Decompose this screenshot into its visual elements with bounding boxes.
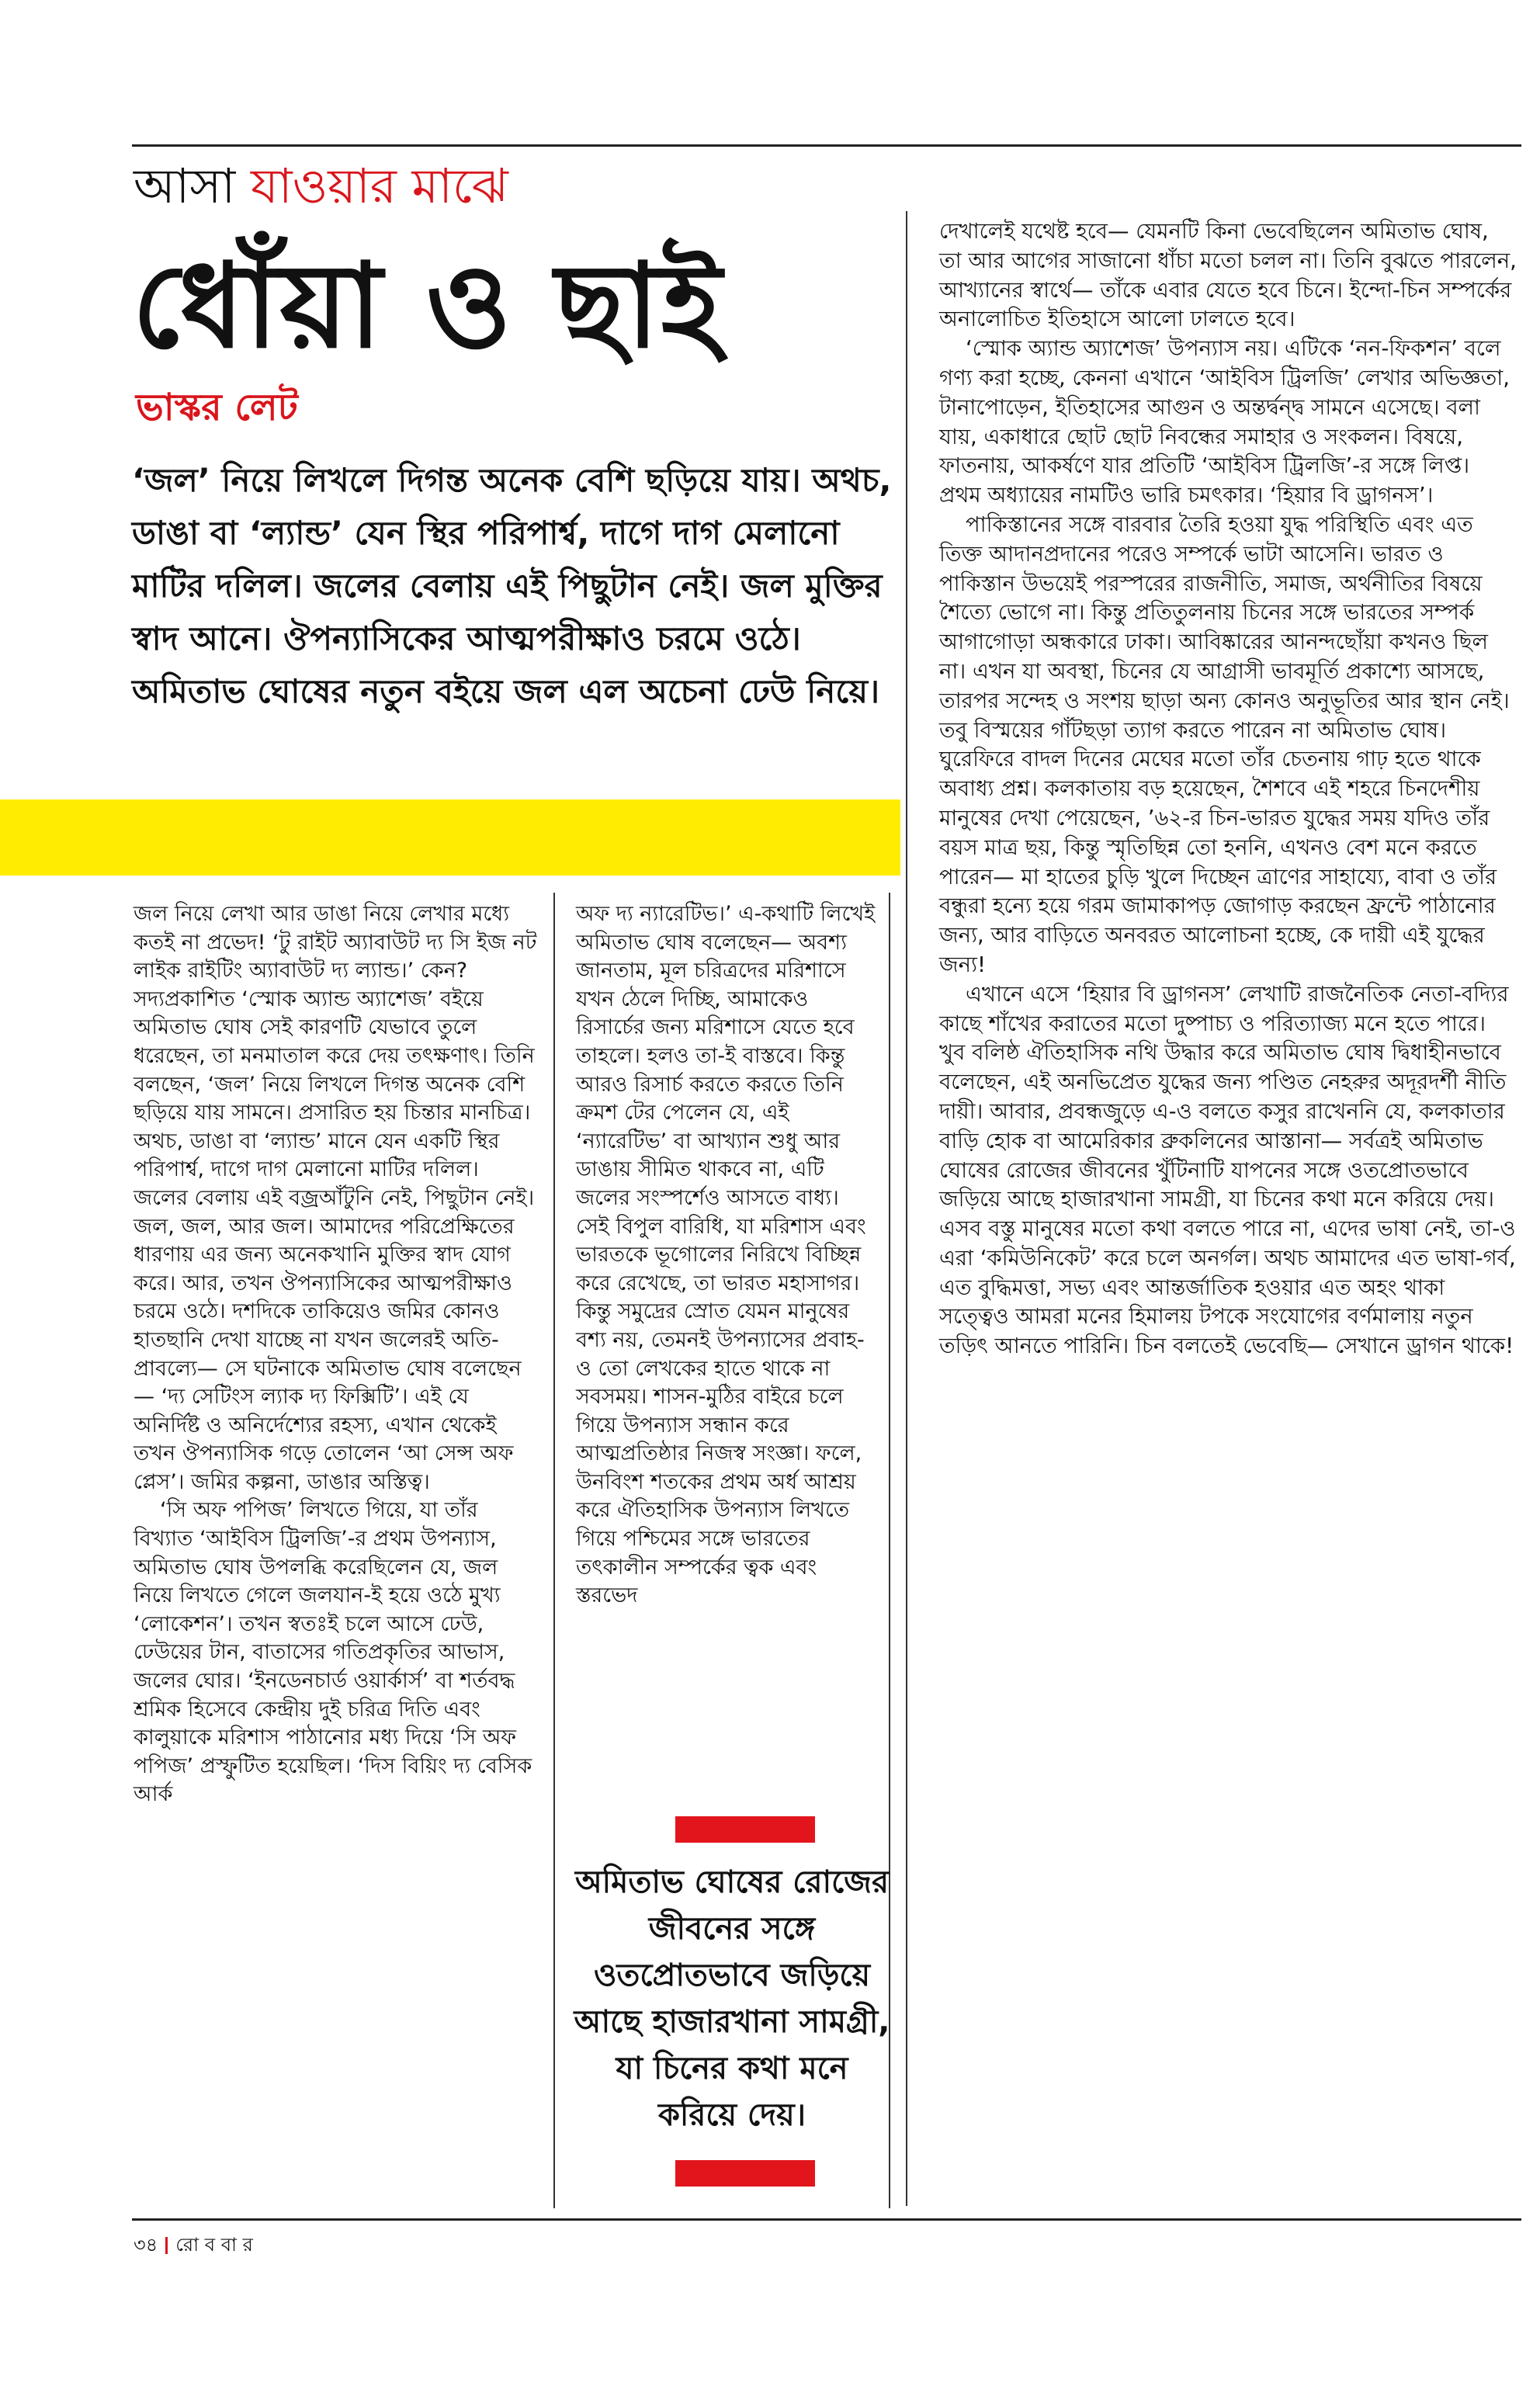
yellow-highlight-band	[0, 799, 900, 876]
series-title-part1: আসা	[134, 158, 251, 214]
pull-quote-bar-bottom	[675, 2160, 815, 2187]
page-number: ৩৪	[134, 2234, 158, 2256]
lead-paragraph: ‘জল’ নিয়ে লিখলে দিগন্ত অনেক বেশি ছড়িয়ে যায়। অথচ, ডাঙা বা ‘ল্যান্ড’ যেন স্থির পরিপার্শ্ব, দাগে দাগ মেলানো মাটির দলিল। জলের বেলায় এই পিছুটান নেই। জল মুক্তির স্বাদ আনে। ঔপন্যাসিকের আত্মপরীক্ষাও চরমে ওঠে। অমিতাভ ঘোষের নতুন বইয়ে জল এল অচেনা ঢেউ নিয়ে।	[132, 461, 892, 710]
body-paragraph: জল নিয়ে লেখা আর ডাঙা নিয়ে লেখার মধ্যে কতই না প্রভেদ! ‘টু রাইট অ্যাবাউট দ্য সি ইজ নট লাইক রাইটিং অ্যাবাউট দ্য ল্যান্ড।’ কেন? সদ্যপ্রকাশিত ‘স্মোক অ্যান্ড অ্যাশেজ’ বইয়ে অমিতাভ ঘোষ সেই কারণটি যেভাবে তুলে ধরেছেন, তা মনমাতাল করে দেয় তৎক্ষণাৎ। তিনি বলছেন, ‘জল’ নিয়ে লিখলে দিগন্ত অনেক বেশি ছড়িয়ে যায় সামনে। প্রসারিত হয় চিন্তার মানচিত্র। অথচ, ডাঙা বা ‘ল্যান্ড’ মানে যেন একটি স্থির পরিপার্শ্ব, দাগে দাগ মেলানো মাটির দলিল। জলের বেলায় এই বজ্রআঁটুনি নেই, পিছুটান নেই। জল, জল, আর জল। আমাদের পরিপ্রেক্ষিতের ধারণায় এর জন্য অনেকখানি মুক্তির স্বাদ যোগ করে। আর, তখন ঔপন্যাসিকের আত্মপরীক্ষাও চরমে ওঠে। দশদিকে তাকিয়েও জমির কোনও হাতছানি দেখা যাচ্ছে না যখন জলেরই অতি-প্রাবল্যে— সে ঘটনাকে অমিতাভ ঘোষ বলেছেন— ‘দ্য সেটিংস ল্যাক দ্য ফিক্সিটি’। এই যে অনির্দিষ্ট ও অনির্দেশ্যের রহস্য, এখান থেকেই তখন ঔপন্যাসিক গড়ে তোলেন ‘আ সেন্স অফ প্লেস’। জমির কল্পনা, ডাঙার অস্তিত্ব।	[134, 902, 537, 1494]
body-paragraph: ‘স্মোক অ্যান্ড অ্যাশেজ’ উপন্যাস নয়। এটিকে ‘নন-ফিকশন’ বলে গণ্য করা হচ্ছে, কেননা এখানে ‘আইবিস ট্রিলজি’ লেখার অভিজ্ঞতা, টানাপোড়েন, ইতিহাসের আগুন ও অন্তর্দ্বন্দ্ব সামনে এসেছে। বলা যায়, একাধারে ছোট ছোট নিবন্ধের সমাহার ও সংকলন। বিষয়ে, ফাতনায়, আকর্ষণে যার প্রতিটি ‘আইবিস ট্রিলজি’-র সঙ্গে লিপ্ত। প্রথম অধ্যায়ের নামটিও ভারি চমৎকার। ‘হিয়ার বি ড্রাগনস’।	[939, 336, 1511, 508]
body-paragraph: দেখালেই যথেষ্ট হবে— যেমনটি কিনা ভেবেছিলেন অমিতাভ ঘোষ, তা আর আগের সাজানো ধাঁচা মতো চলল না। তিনি বুঝতে পারলেন, আখ্যানের স্বার্থে— তাঁকে এবার যেতে হবে চিনে। ইন্দো-চিন সম্পর্কের অনালোচিত ইতিহাসে আলো ঢালতে হবে।	[939, 219, 1517, 332]
body-paragraph: ‘সি অফ পপিজ’ লিখতে গিয়ে, যা তাঁর বিখ্যাত ‘আইবিস ট্রিলজি’-র প্রথম উপন্যাস, অমিতাভ ঘোষ উপলব্ধি করেছিলেন যে, জল নিয়ে লিখতে গেলে জলযান-ই হয়ে ওঠে মুখ্য ‘লোকেশন’। তখন স্বতঃই চলে আসে ঢেউ, ঢেউয়ের টান, বাতাসের গতিপ্রকৃতির আভাস, জলের ঘোর। ‘ইনডেনচার্ড ওয়ার্কার্স’ বা শর্তবদ্ধ শ্রমিক হিসেবে কেন্দ্রীয় দুই চরিত্র দিতি এবং কালুয়াকে মরিশাস পাঠানোর মধ্য দিয়ে ‘সি অফ পপিজ’ প্রস্ফুটিত হয়েছিল। ‘দিস বিয়িং দ্য বেসিক আর্ক	[134, 1498, 532, 1807]
page-footer	[134, 2229, 253, 2260]
footer-separator	[165, 2237, 168, 2254]
body-paragraph: অফ দ্য ন্যারেটিভ।’ এ-কথাটি লিখেই অমিতাভ ঘোষ বলেছেন— অবশ্য জানতাম, মূল চরিত্রদের মরিশাসে যখন ঠেলে দিচ্ছি, আমাকেও রিসার্চের জন্য মরিশাসে যেতে হবে তাহলে। হলও তা-ই বাস্তবে। কিন্তু আরও রিসার্চ করতে করতে তিনি ক্রমশ টের পেলেন যে, এই ‘ন্যারেটিভ’ বা আখ্যান শুধু আর ডাঙায় সীমিত থাকবে না, এটি জলের সংস্পর্শেও আসতে বাধ্য। সেই বিপুল বারিধি, যা মরিশাস এবং ভারতকে ভূগোলের নিরিখে বিচ্ছিন্ন করে রেখেছে, তা ভারত মহাসাগর। কিন্তু সমুদ্রের স্রোত যেমন মানুষের বশ্য নয়, তেমনই উপন্যাসের প্রবাহ-ও তো লেখকের হাতে থাকে না সবসময়। শাসন-মুঠির বাইরে চলে গিয়ে উপন্যাস সন্ধান করে আত্মপ্রতিষ্ঠার নিজস্ব সংজ্ঞা। ফলে, উনবিংশ শতকের প্রথম অর্ধ আশ্রয় করে ঐতিহাসিক উপন্যাস লিখতে গিয়ে পশ্চিমের সঙ্গে ভারতের তৎকালীন সম্পর্কের ত্বক এবং স্তরভেদ	[576, 902, 876, 1608]
body-column-1	[134, 900, 537, 1809]
pull-quote-bar-top	[675, 1816, 815, 1843]
body-paragraph: এখানে এসে ‘হিয়ার বি ড্রাগনস’ লেখাটি রাজনৈতিক নেতা-বদ্যির কাছে শাঁখের করাতের মতো দুষ্পাচ্য ও পরিত্যাজ্য মনে হতে পারে। খুব বলিষ্ঠ ঐতিহাসিক নথি উদ্ধার করে অমিতাভ ঘোষ দ্বিধাহীনভাবে বলেছেন, এই অনভিপ্রেত যুদ্ধের জন্য পণ্ডিত নেহরুর অদূরদর্শী নীতি দায়ী। আবার, প্রবন্ধজুড়ে এ-ও বলতে কসুর রাখেননি যে, কলকাতার বাড়ি হোক বা আমেরিকার ব্রুকলিনের আস্তানা— সর্বত্রই অমিতাভ ঘোষের রোজের জীবনের খুঁটিনাটি যাপনের সঙ্গে ওতপ্রোতভাবে জড়িয়ে আছে হাজারখানা সামগ্রী, যা চিনের কথা মনে করিয়ে দেয়। এসব বস্তু মানুষের মতো কথা বলতে পারে না, এদের ভাষা নেই, তা-ও এরা ‘কমিউনিকেট’ করে চলে অনর্গল। অথচ আমাদের এত ভাষা-গর্ব, এত বুদ্ধিমত্তা, সভ্য এবং আন্তর্জাতিক হওয়ার এত অহং থাকা সত্ত্বেও আমরা মনের হিমালয় টপকে সংযোগের বর্ণমালায় নতুন তড়িৎ আনতে পারিনি। চিন বলতেই ভেবেছি— সেখানে ড্রাগন থাকে!	[939, 981, 1516, 1359]
headline: ধোঁয়া ও ছাই	[132, 239, 723, 374]
top-divider	[132, 144, 1521, 147]
series-title-part2: যাওয়ার মাঝে	[250, 158, 508, 214]
pull-quote: অমিতাভ ঘোষের রোজের জীবনের সঙ্গে ওতপ্রোতভাবে জড়িয়ে আছে হাজারখানা সামগ্রী, যা চিনের কথা মনে করিয়ে দেয়।	[574, 1864, 890, 2133]
magazine-name: রো ব বা র	[175, 2234, 253, 2256]
column-divider-main	[906, 211, 907, 2206]
body-column-2	[576, 900, 876, 1611]
bottom-divider	[132, 2218, 1521, 2221]
column-divider-1	[553, 893, 555, 2208]
body-column-3	[939, 217, 1517, 1361]
byline: ভাস্কর লেট	[136, 386, 298, 429]
series-title	[134, 155, 508, 217]
body-paragraph: পাকিস্তানের সঙ্গে বারবার তৈরি হওয়া যুদ্ধ পরিস্থিতি এবং এত তিক্ত আদানপ্রদানের পরেও সম্পর্কে ভাটা আসেনি। ভারত ও পাকিস্তান উভয়েই পরস্পরের রাজনীতি, সমাজ, অর্থনীতির বিষয়ে শৈত্যে ভোগে না। কিন্তু প্রতিতুলনায় চিনের সঙ্গে ভারতের সম্পর্ক আগাগোড়া অন্ধকারে ঢাকা। আবিষ্কারের আনন্দছোঁয়া কখনও ছিল না। এখন যা অবস্থা, চিনের যে আগ্রাসী ভাবমূর্তি প্রকাশ্যে আসছে, তারপর সন্দেহ ও সংশয় ছাড়া অন্য কোনও অনুভূতির আর স্থান নেই। তবু বিস্ময়ের গাঁটছড়া ত্যাগ করতে পারেন না অমিতাভ ঘোষ। ঘুরেফিরে বাদল দিনের মেঘের মতো তাঁর চেতনায় গাঢ় হতে থাকে অবাধ্য প্রশ্ন। কলকাতায় বড় হয়েছেন, শৈশবে এই শহরে চিনদেশীয় মানুষের দেখা পেয়েছেন, ’৬২-র চিন-ভারত যুদ্ধের সময় যদিও তাঁর বয়স মাত্র ছয়, কিন্তু স্মৃতিছিন্ন তো হননি, এখনও বেশ মনে করতে পারেন— মা হাতের চুড়ি খুলে দিচ্ছেন ত্রাণের সাহায্যে, বাবা ও তাঁর বন্ধুরা হন্যে হয়ে গরম জামাকাপড় জোগাড় করছেন ফ্রন্টে পাঠানোর জন্য, আর বাড়িতে অনবরত আলোচনা হচ্ছে, কে দায়ী এই যুদ্ধের জন্য!	[939, 512, 1510, 977]
